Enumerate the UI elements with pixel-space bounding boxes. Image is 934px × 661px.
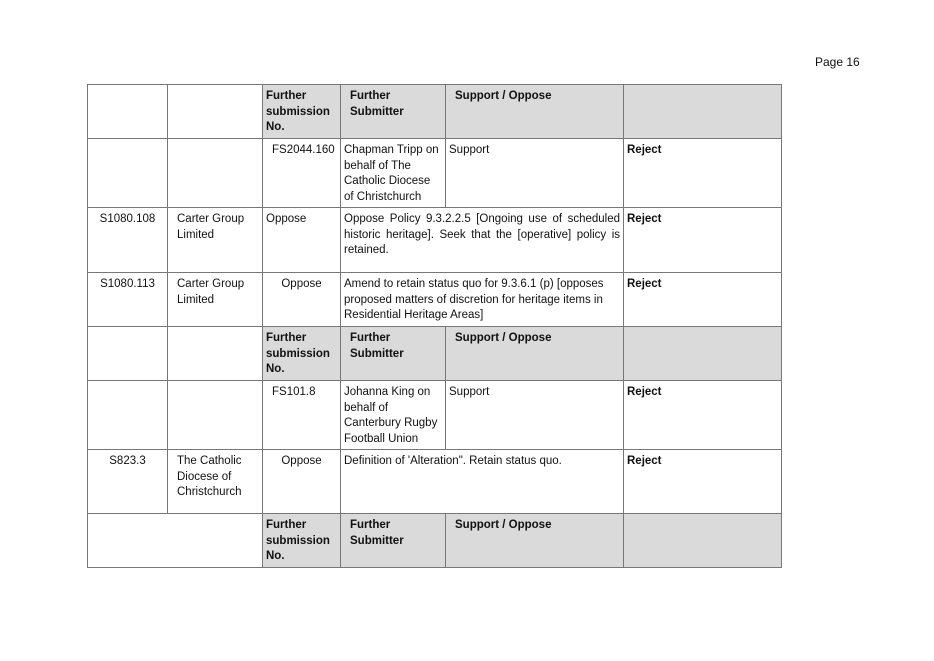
table-row [88, 208, 782, 273]
decision: Reject [624, 450, 782, 514]
header-further-submission-no: Further submission No. [263, 514, 341, 568]
blank-cell [168, 327, 263, 381]
table-row [88, 139, 782, 208]
table-header-row [88, 514, 782, 568]
blank-cell [168, 139, 263, 208]
further-submission-no: FS2044.160 [263, 139, 341, 208]
blank-cell [88, 327, 168, 381]
header-support-oppose: Support / Oppose [446, 85, 624, 139]
blank-cell [168, 85, 263, 139]
decision: Reject [624, 208, 782, 273]
submission-summary: Amend to retain status quo for 9.3.6.1 (p) [opposes proposed matters of discretion for heritage items in Residential Heritage Areas] [341, 273, 624, 327]
blank-cell [624, 327, 782, 381]
header-further-submission-no: Further submission No. [263, 85, 341, 139]
submission-no: S1080.113 [88, 273, 168, 327]
blank-cell [168, 381, 263, 450]
blank-cell [624, 514, 782, 568]
page-number: Page 16 [815, 55, 860, 69]
submitter: The Catholic Diocese of Christchurch [168, 450, 263, 514]
blank-cell [88, 85, 168, 139]
header-support-oppose: Support / Oppose [446, 514, 624, 568]
further-submitter: Chapman Tripp on behalf of The Catholic Diocese of Christchurch [341, 139, 446, 208]
blank-cell [88, 139, 168, 208]
submission-no: S823.3 [88, 450, 168, 514]
header-support-oppose: Support / Oppose [446, 327, 624, 381]
position: Oppose [263, 450, 341, 514]
table-row [88, 381, 782, 450]
support-oppose: Support [446, 139, 624, 208]
submitter: Carter Group Limited [168, 273, 263, 327]
blank-cell [88, 514, 263, 568]
further-submitter: Johanna King on behalf of Canterbury Rugby Football Union [341, 381, 446, 450]
header-further-submitter: Further Submitter [341, 327, 446, 381]
submission-summary: Definition of 'Alteration". Retain status quo. [341, 450, 624, 514]
submission-summary: Oppose Policy 9.3.2.2.5 [Ongoing use of scheduled historic heritage]. Seek that the [operative] policy is retained. [341, 208, 624, 273]
header-further-submitter: Further Submitter [341, 514, 446, 568]
table-row [88, 450, 782, 514]
header-further-submission-no: Further submission No. [263, 327, 341, 381]
blank-cell [624, 85, 782, 139]
blank-cell [88, 381, 168, 450]
submissions-table [87, 84, 782, 568]
header-further-submitter: Further Submitter [341, 85, 446, 139]
decision: Reject [624, 273, 782, 327]
decision: Reject [624, 139, 782, 208]
submitter: Carter Group Limited [168, 208, 263, 273]
position: Oppose [263, 273, 341, 327]
further-submission-no: FS101.8 [263, 381, 341, 450]
table-header-row [88, 327, 782, 381]
table-row [88, 273, 782, 327]
table-header-row [88, 85, 782, 139]
support-oppose: Support [446, 381, 624, 450]
submission-no: S1080.108 [88, 208, 168, 273]
decision: Reject [624, 381, 782, 450]
position: Oppose [263, 208, 341, 273]
